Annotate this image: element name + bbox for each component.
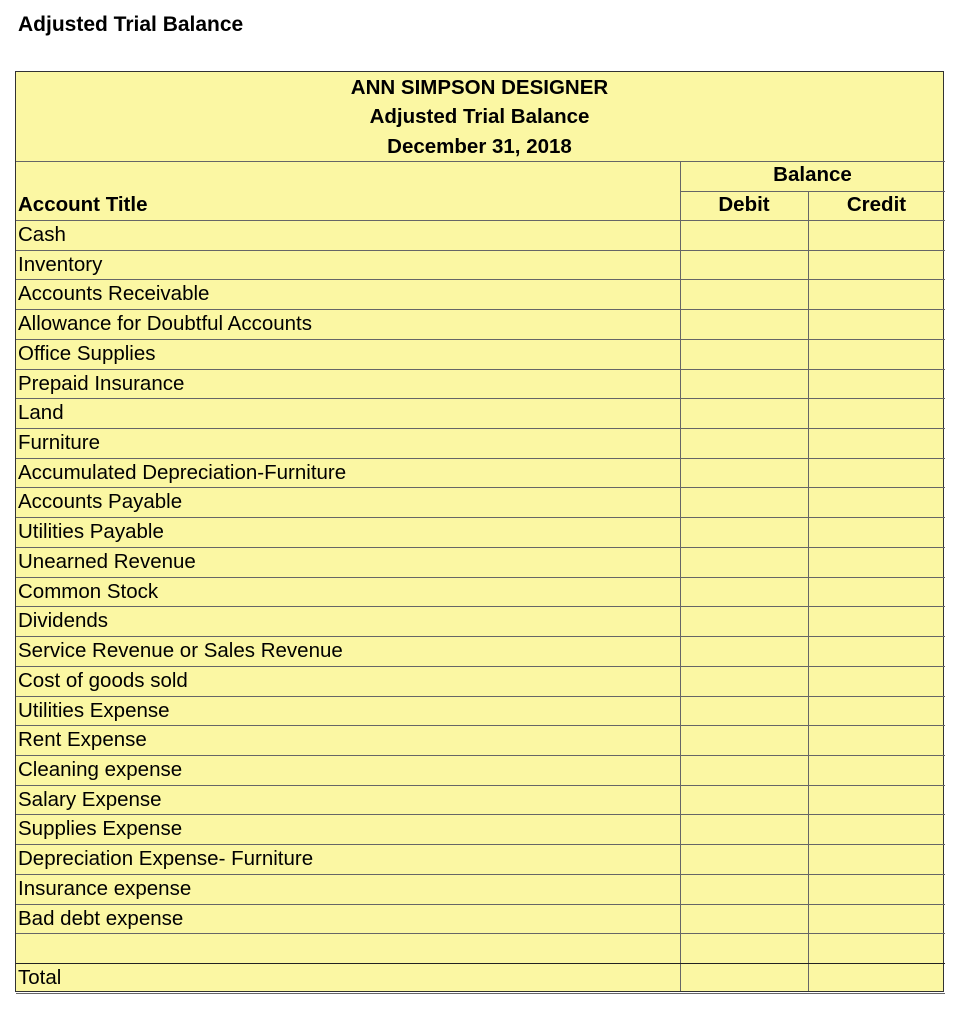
credit-input[interactable] — [808, 518, 945, 548]
account-title: Bad debt expense — [18, 906, 184, 930]
debit-input[interactable] — [680, 370, 808, 400]
credit-cell — [808, 429, 945, 459]
debit-cell — [680, 251, 808, 281]
debit-cell — [680, 578, 808, 608]
table-row — [16, 905, 945, 935]
table-row — [16, 845, 945, 875]
credit-input[interactable] — [808, 251, 945, 281]
credit-cell — [808, 399, 945, 429]
debit-cell — [680, 786, 808, 816]
table-row — [16, 637, 945, 667]
credit-cell — [808, 221, 945, 251]
debit-input[interactable] — [680, 845, 808, 875]
table-row — [16, 697, 945, 727]
credit-cell — [808, 251, 945, 281]
credit-cell — [808, 459, 945, 489]
debit-cell — [680, 370, 808, 400]
table-row — [16, 667, 945, 697]
credit-cell — [808, 607, 945, 637]
credit-cell — [808, 905, 945, 935]
debit-input[interactable] — [680, 251, 808, 281]
credit-input[interactable] — [808, 756, 945, 786]
debit-input[interactable] — [680, 548, 808, 578]
account-title: Utilities Expense — [18, 698, 170, 722]
account-title: Supplies Expense — [18, 817, 183, 841]
credit-input[interactable] — [808, 578, 945, 608]
table-row — [16, 548, 945, 578]
debit-input[interactable] — [680, 488, 808, 518]
row-divider — [16, 993, 945, 994]
table-row — [16, 310, 945, 340]
table-row — [16, 280, 945, 310]
debit-input[interactable] — [680, 667, 808, 697]
debit-cell — [680, 726, 808, 756]
debit-cell — [680, 340, 808, 370]
credit-cell — [808, 548, 945, 578]
page-title: Adjusted Trial Balance — [18, 13, 244, 36]
table-row — [16, 726, 945, 756]
account-title: Accounts Payable — [18, 490, 183, 514]
debit-cell — [680, 399, 808, 429]
account-title: Cost of goods sold — [18, 668, 188, 692]
debit-cell — [680, 488, 808, 518]
debit-input[interactable] — [680, 607, 808, 637]
credit-input[interactable] — [808, 340, 945, 370]
balance-header: Balance — [773, 163, 852, 186]
account-title: Total — [18, 966, 62, 989]
debit-input[interactable] — [680, 726, 808, 756]
account-title: Land — [18, 401, 64, 425]
debit-input[interactable] — [680, 697, 808, 727]
debit-cell — [680, 756, 808, 786]
credit-cell — [808, 756, 945, 786]
account-title: Service Revenue or Sales Revenue — [18, 639, 343, 663]
credit-input[interactable] — [808, 786, 945, 816]
account-title: Prepaid Insurance — [18, 371, 185, 395]
account-title: Cash — [18, 223, 66, 246]
table-row — [16, 875, 945, 905]
table-row — [16, 578, 945, 608]
credit-cell — [808, 697, 945, 727]
debit-input[interactable] — [680, 905, 808, 935]
debit-input[interactable] — [680, 429, 808, 459]
credit-cell — [808, 667, 945, 697]
account-title-header: Account Title — [18, 193, 148, 216]
credit-input[interactable] — [808, 667, 945, 697]
debit-input[interactable] — [680, 518, 808, 548]
debit-cell — [680, 310, 808, 340]
account-title: Depreciation Expense- Furniture — [18, 847, 314, 871]
table-row — [16, 964, 945, 994]
credit-input[interactable] — [808, 815, 945, 845]
header-divider — [16, 161, 945, 162]
debit-input[interactable] — [680, 399, 808, 429]
account-title: Accumulated Depreciation-Furniture — [18, 460, 347, 484]
account-title: Unearned Revenue — [18, 549, 196, 573]
credit-input[interactable] — [808, 280, 945, 310]
debit-input[interactable] — [680, 786, 808, 816]
debit-header: Debit — [718, 193, 770, 216]
credit-cell — [808, 964, 945, 994]
credit-cell — [808, 280, 945, 310]
account-title: Common Stock — [18, 579, 159, 603]
debit-input[interactable] — [680, 637, 808, 667]
debit-cell — [680, 697, 808, 727]
table-row — [16, 934, 945, 964]
debit-cell — [680, 934, 808, 964]
balance-divider — [680, 191, 945, 192]
credit-input[interactable] — [808, 310, 945, 340]
table-row — [16, 756, 945, 786]
table-row — [16, 786, 945, 816]
credit-cell — [808, 726, 945, 756]
credit-input[interactable] — [808, 875, 945, 905]
debit-cell — [680, 280, 808, 310]
account-title: Rent Expense — [18, 728, 147, 752]
account-title: Cleaning expense — [18, 757, 183, 781]
table-row — [16, 518, 945, 548]
debit-cell — [680, 815, 808, 845]
credit-input[interactable] — [808, 964, 945, 994]
trial-balance-worksheet — [15, 71, 944, 992]
debit-cell — [680, 667, 808, 697]
debit-cell — [680, 459, 808, 489]
table-row — [16, 607, 945, 637]
table-row — [16, 399, 945, 429]
debit-input[interactable] — [680, 756, 808, 786]
account-title: Inventory — [18, 252, 103, 276]
credit-input[interactable] — [808, 934, 945, 964]
credit-input[interactable] — [808, 726, 945, 756]
credit-cell — [808, 340, 945, 370]
debit-cell — [680, 607, 808, 637]
account-title: Accounts Receivable — [18, 282, 210, 306]
debit-cell — [680, 221, 808, 251]
table-row — [16, 488, 945, 518]
account-title: Salary Expense — [18, 787, 162, 811]
credit-input[interactable] — [808, 548, 945, 578]
debit-cell — [680, 875, 808, 905]
table-row — [16, 459, 945, 489]
account-title: Allowance for Doubtful Accounts — [18, 312, 312, 336]
debit-cell — [680, 964, 808, 994]
debit-cell — [680, 548, 808, 578]
debit-input[interactable] — [680, 310, 808, 340]
debit-input[interactable] — [680, 459, 808, 489]
debit-input[interactable] — [680, 815, 808, 845]
credit-cell — [808, 815, 945, 845]
credit-input[interactable] — [808, 459, 945, 489]
debit-cell — [680, 905, 808, 935]
statement-title: Adjusted Trial Balance — [369, 105, 590, 128]
credit-input[interactable] — [808, 370, 945, 400]
debit-input[interactable] — [680, 934, 808, 964]
credit-input[interactable] — [808, 697, 945, 727]
table-row — [16, 251, 945, 281]
table-row — [16, 221, 945, 251]
account-title: Furniture — [18, 431, 101, 455]
account-title: Insurance expense — [18, 876, 192, 900]
debit-input[interactable] — [680, 340, 808, 370]
debit-cell — [680, 637, 808, 667]
statement-date: December 31, 2018 — [387, 135, 572, 158]
credit-input[interactable] — [808, 488, 945, 518]
debit-cell — [680, 845, 808, 875]
credit-input[interactable] — [808, 607, 945, 637]
account-title: Dividends — [18, 609, 109, 633]
credit-cell — [808, 786, 945, 816]
credit-input[interactable] — [808, 905, 945, 935]
debit-input[interactable] — [680, 280, 808, 310]
credit-input[interactable] — [808, 429, 945, 459]
credit-input[interactable] — [808, 221, 945, 251]
debit-input[interactable] — [680, 221, 808, 251]
credit-cell — [808, 875, 945, 905]
credit-input[interactable] — [808, 637, 945, 667]
debit-input[interactable] — [680, 578, 808, 608]
credit-cell — [808, 637, 945, 667]
debit-cell — [680, 429, 808, 459]
credit-input[interactable] — [808, 399, 945, 429]
debit-cell — [680, 518, 808, 548]
account-title: Utilities Payable — [18, 520, 164, 544]
credit-cell — [808, 488, 945, 518]
credit-input[interactable] — [808, 845, 945, 875]
credit-cell — [808, 310, 945, 340]
credit-cell — [808, 370, 945, 400]
table-row — [16, 340, 945, 370]
credit-header: Credit — [846, 193, 907, 216]
credit-cell — [808, 578, 945, 608]
credit-cell — [808, 518, 945, 548]
credit-cell — [808, 845, 945, 875]
table-row — [16, 815, 945, 845]
account-title: Office Supplies — [18, 341, 156, 365]
company-name: ANN SIMPSON DESIGNER — [350, 76, 609, 99]
credit-cell — [808, 934, 945, 964]
table-row — [16, 370, 945, 400]
debit-input[interactable] — [680, 964, 808, 994]
debit-input[interactable] — [680, 875, 808, 905]
table-row — [16, 429, 945, 459]
